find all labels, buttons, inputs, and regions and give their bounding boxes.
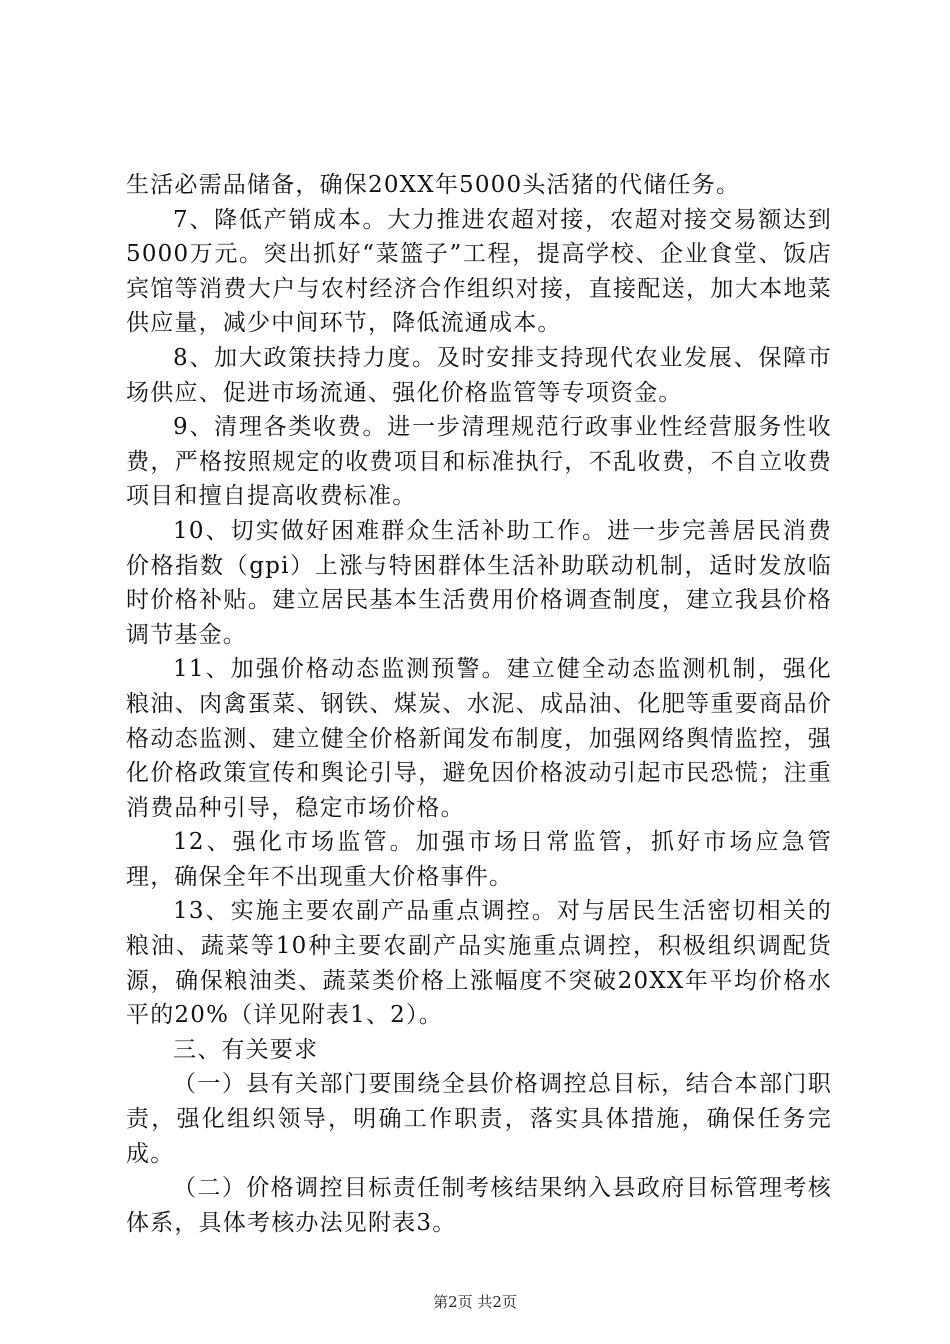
paragraph-item-9: 9、清理各类收费。进一步清理规范行政事业性经营服务性收费，严格按照规定的收费项目和标准执行，不乱收费，不自立收费项目和擅自提高收费标准。 [126, 414, 832, 510]
document-body [126, 168, 832, 1240]
section-heading-requirements: 三、有关要求 [173, 1036, 319, 1063]
page-number: 第2页 共2页 [433, 1293, 517, 1311]
paragraph-requirement-2: （二）价格调控目标责任制考核结果纳入县政府目标管理考核体系，具体考核办法见附表3。 [126, 1175, 832, 1236]
paragraph-continuation: 生活必需品储备，确保20XX年5000头活猪的代储任务。 [126, 172, 741, 198]
paragraph-item-11: 11、加强价格动态监测预警。建立健全动态监测机制，强化粮油、肉禽蛋菜、钢铁、煤炭、水泥、成品油、化肥等重要商品价格动态监测、建立健全价格新闻发布制度，加强网络舆情监控，强化价格政策宣传和舆论引导，避免因价格波动引起市民恐慌；注重消费品种引导，稳定市场价格。 [126, 656, 832, 821]
page-footer [0, 1292, 950, 1312]
paragraph-item-7: 7、降低产销成本。大力推进农超对接，农超对接交易额达到5000万元。突出抓好“菜篮子”工程，提高学校、企业食堂、饭店宾馆等消费大户与农村经济合作组织对接，直接配送，加大本地菜供应量，减少中间环节，降低流通成本。 [126, 206, 832, 337]
paragraph-item-13: 13、实施主要农副产品重点调控。对与居民生活密切相关的粮油、蔬菜等10种主要农副产品实施重点调控，积极组织调配货源，确保粮油类、蔬菜类价格上涨幅度不突破20XX年平均价格水平的20%（详见附表1、2）。 [126, 898, 832, 1029]
paragraph-item-10: 10、切实做好困难群众生活补助工作。进一步完善居民消费价格指数（gpi）上涨与特困群体生活补助联动机制，适时发放临时价格补贴。建立居民基本生活费用价格调查制度，建立我县价格调节基金。 [126, 517, 832, 648]
paragraph-item-8: 8、加大政策扶持力度。及时安排支持现代农业发展、保障市场供应、促进市场流通、强化价格监管等专项资金。 [126, 344, 832, 406]
paragraph-item-12: 12、强化市场监管。加强市场日常监管，抓好市场应急管理，确保全年不出现重大价格事件。 [126, 829, 832, 890]
paragraph-requirement-1: （一）县有关部门要围绕全县价格调控总目标，结合本部门职责，强化组织领导，明确工作职责，落实具体措施，确保任务完成。 [126, 1071, 832, 1167]
